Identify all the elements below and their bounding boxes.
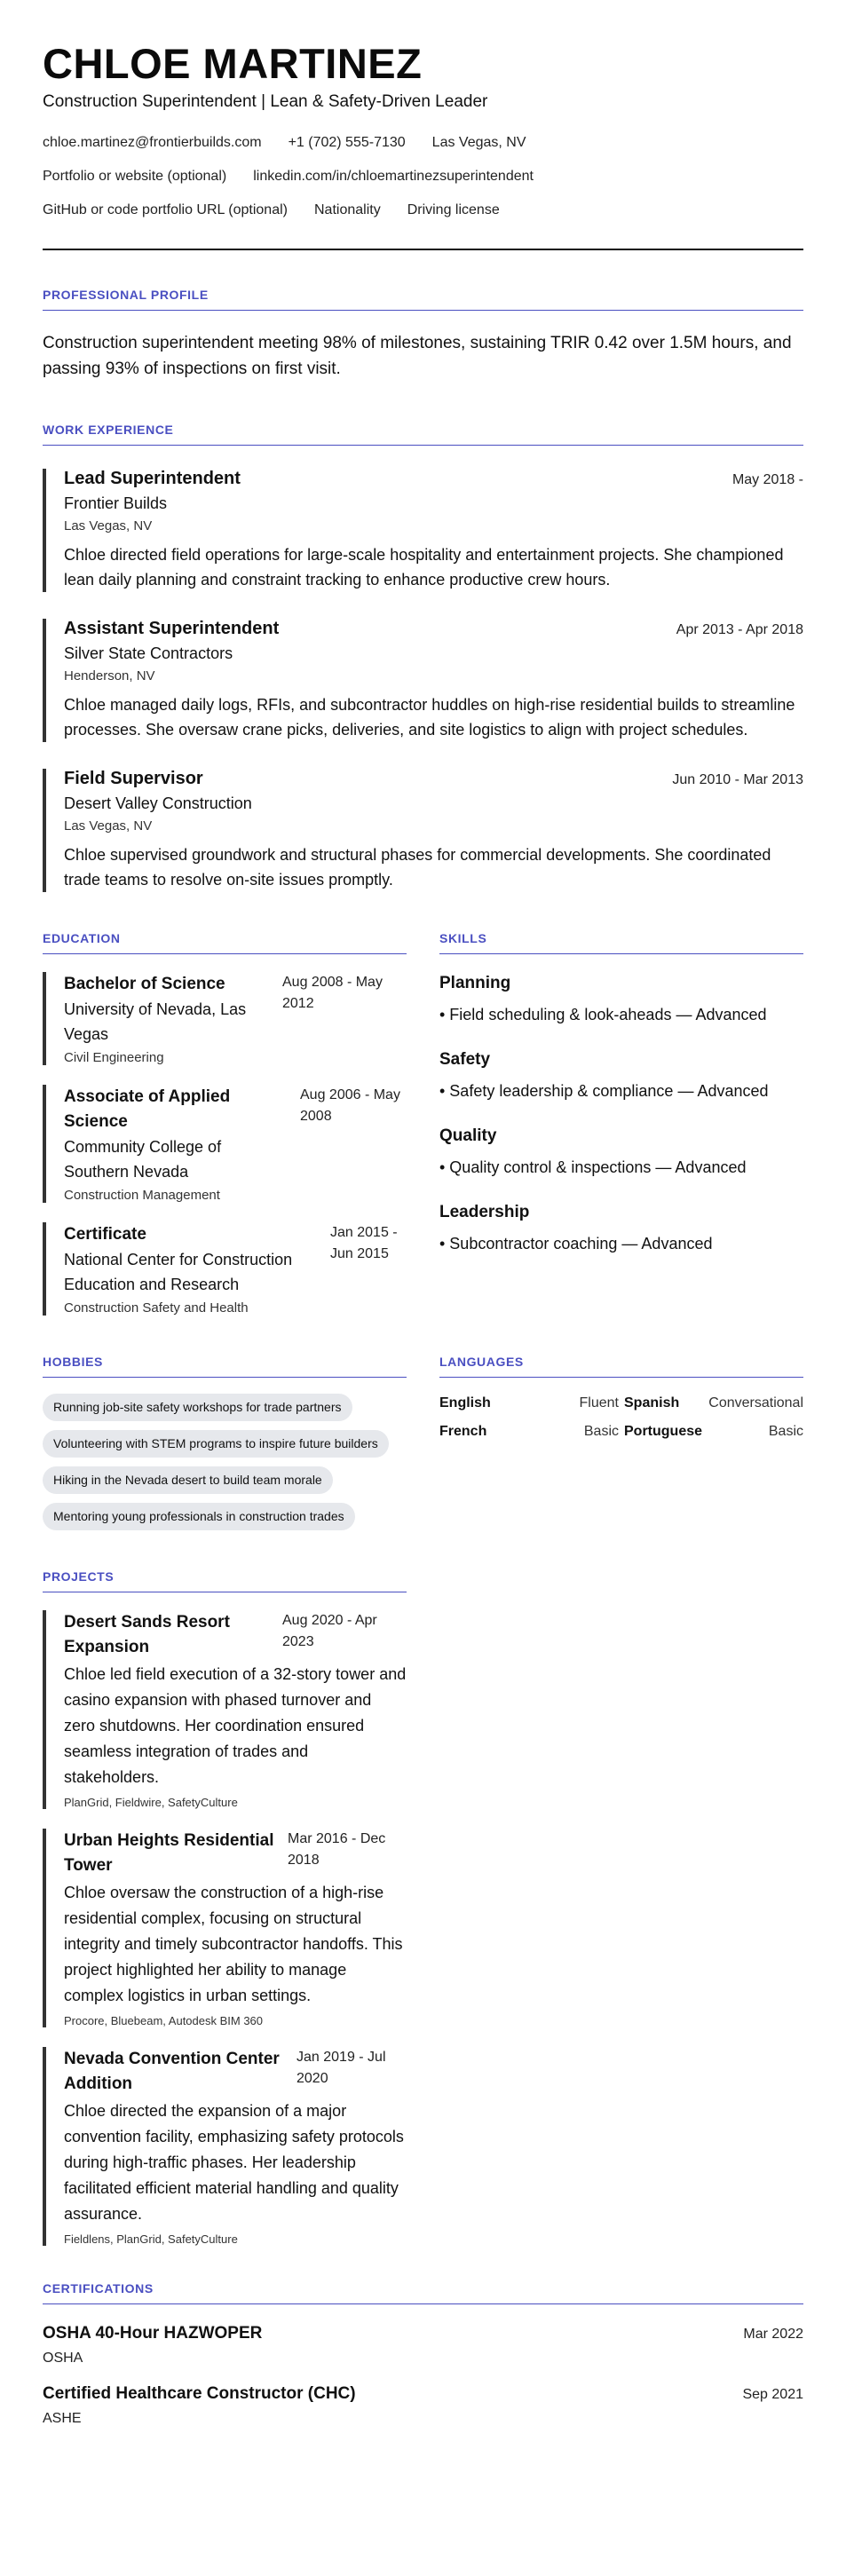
certifications-heading: CERTIFICATIONS: [43, 2281, 803, 2304]
projects-heading: PROJECTS: [43, 1569, 407, 1592]
driving-license: Driving license: [407, 202, 500, 217]
project-date: Aug 2020 - Apr 2023: [282, 1613, 377, 1649]
projects-section: [43, 1569, 407, 2246]
job-entry: [43, 619, 803, 742]
contact-row-1: [43, 135, 803, 151]
candidate-headline: Construction Superintendent | Lean & Safety-Driven Leader: [43, 92, 488, 111]
education-date: Aug 2006 - May 2008: [300, 1087, 400, 1124]
certifications-section: [43, 2281, 803, 2427]
skill-category: Safety: [439, 1050, 491, 1069]
project-date: Mar 2016 - Dec 2018: [288, 1831, 386, 1868]
job-description: Chloe directed field operations for large-scale hospitality and entertainment projects. She championed lean daily planning and constraint tracking to enhance productive crew hours.: [64, 546, 784, 589]
skill-category: Quality: [439, 1126, 497, 1145]
profile-section: [43, 288, 803, 382]
project-title: Urban Heights Residential Tower: [64, 1831, 274, 1875]
hobby-tag: Mentoring young professionals in construction trades: [43, 1503, 355, 1530]
language-entry: [624, 1424, 803, 1440]
skill-group: [439, 974, 803, 1027]
skill-item: • Field scheduling & look-aheads — Advanced: [439, 1006, 767, 1023]
location: Las Vegas, NV: [431, 135, 526, 150]
job-entry: [43, 769, 803, 892]
skill-group: [439, 1050, 803, 1103]
degree: Certificate: [64, 1225, 146, 1244]
education-skills-row: [43, 931, 803, 1316]
skill-category: Planning: [439, 974, 511, 992]
skill-category: Leadership: [439, 1203, 530, 1221]
language-level: Conversational: [708, 1395, 803, 1410]
language-entry: [439, 1395, 619, 1411]
project-entry: [43, 2047, 407, 2246]
candidate-name: CHLOE MARTINEZ: [43, 40, 423, 87]
certification-issuer: ASHE: [43, 2411, 82, 2426]
job-date: Jun 2010 - Mar 2013: [672, 772, 803, 787]
languages-section: [439, 1355, 803, 1530]
job-location: Henderson, NV: [64, 668, 155, 684]
portfolio-link[interactable]: Portfolio or website (optional): [43, 169, 227, 184]
school: National Center for Construction Education and Research: [64, 1251, 293, 1293]
phone-number[interactable]: +1 (702) 555-7130: [288, 135, 406, 150]
job-company: Silver State Contractors: [64, 644, 233, 662]
job-date: May 2018 -: [731, 472, 803, 487]
profile-heading: PROFESSIONAL PROFILE: [43, 288, 803, 311]
linkedin-link[interactable]: linkedin.com/in/chloemartinezsuperintendent: [253, 169, 534, 184]
project-tools: PlanGrid, Fieldwire, SafetyCulture: [64, 1796, 238, 1809]
job-entry: [43, 469, 803, 592]
field-of-study: Construction Management: [64, 1188, 220, 1203]
hobby-tag: Hiking in the Nevada desert to build team morale: [43, 1466, 333, 1494]
project-description: Chloe led field execution of a 32-story tower and casino expansion with phased turnover and zero shutdowns. Her coordination ensured seamless integration of trades and stakeholders.: [64, 1665, 407, 1786]
languages-heading: LANGUAGES: [439, 1355, 803, 1378]
skill-group: [439, 1126, 803, 1180]
job-company: Desert Valley Construction: [64, 794, 252, 812]
job-location: Las Vegas, NV: [64, 518, 153, 533]
certification-date: Mar 2022: [743, 2327, 803, 2342]
language-name: French: [439, 1424, 487, 1439]
header-divider: [43, 249, 803, 250]
certification-entry: [43, 2324, 803, 2367]
skill-item: • Safety leadership & compliance — Advanced: [439, 1082, 769, 1100]
hobby-tag: Running job-site safety workshops for trade partners: [43, 1394, 352, 1421]
education-section: [43, 931, 407, 1316]
job-title: Assistant Superintendent: [64, 619, 280, 638]
language-level: Basic: [768, 1424, 803, 1439]
job-description: Chloe supervised groundwork and structural phases for commercial developments. She coordinated trade teams to resolve on-site issues promptly.: [64, 846, 771, 889]
certification-date: Sep 2021: [742, 2387, 803, 2402]
language-entry: [624, 1395, 803, 1411]
hobbies-heading: HOBBIES: [43, 1355, 407, 1378]
project-description: Chloe oversaw the construction of a high-rise residential complex, focusing on structural integrity and timely subcontractor handoffs. This project highlighted her ability to manage complex logistics in urban settings.: [64, 1884, 403, 2004]
job-title: Field Supervisor: [64, 769, 203, 788]
email-link[interactable]: chloe.martinez@frontierbuilds.com: [43, 135, 262, 150]
hobbies-section: [43, 1355, 407, 1530]
hobby-tag: Volunteering with STEM programs to inspire future builders: [43, 1430, 389, 1458]
nationality: Nationality: [313, 202, 381, 217]
work-section: [43, 423, 803, 892]
skill-group: [439, 1203, 803, 1256]
job-company: Frontier Builds: [64, 494, 168, 512]
job-date: Apr 2013 - Apr 2018: [676, 622, 803, 637]
skill-item: • Subcontractor coaching — Advanced: [439, 1235, 713, 1252]
school: Community College of Southern Nevada: [64, 1138, 222, 1181]
profile-text: Construction superintendent meeting 98% of milestones, sustaining TRIR 0.42 over 1.5M hours, and passing 93% of inspections on first visit.: [43, 334, 792, 378]
skill-item: • Quality control & inspections — Advanced: [439, 1158, 747, 1176]
resume-header: [43, 41, 803, 250]
language-name: Portuguese: [624, 1424, 703, 1439]
project-tools: Fieldlens, PlanGrid, SafetyCulture: [64, 2232, 238, 2246]
project-entry: [43, 1610, 407, 1809]
school: University of Nevada, Las Vegas: [64, 1000, 247, 1043]
project-description: Chloe directed the expansion of a major convention facility, emphasizing safety protocols during high-traffic phases. Her leadership facilitated efficient material handling and quality assurance.: [64, 2102, 404, 2223]
language-name: English: [439, 1395, 491, 1410]
job-title: Lead Superintendent: [64, 469, 241, 488]
job-location: Las Vegas, NV: [64, 818, 153, 834]
skills-heading: SKILLS: [439, 931, 803, 954]
project-title: Desert Sands Resort Expansion: [64, 1613, 230, 1656]
contact-row-3: [43, 202, 803, 218]
education-heading: EDUCATION: [43, 931, 407, 954]
hobbies-languages-row: [43, 1355, 803, 1530]
project-tools: Procore, Bluebeam, Autodesk BIM 360: [64, 2014, 264, 2027]
language-level: Basic: [583, 1424, 619, 1439]
skills-section: [439, 931, 803, 1316]
education-entry: [43, 972, 407, 1065]
education-date: Aug 2008 - May 2012: [282, 975, 383, 1011]
certification-issuer: OSHA: [43, 2351, 83, 2366]
certification-entry: [43, 2384, 803, 2427]
education-entry: [43, 1222, 407, 1316]
language-level: Fluent: [579, 1395, 619, 1410]
certification-name: Certified Healthcare Constructor (CHC): [43, 2384, 356, 2403]
job-description: Chloe managed daily logs, RFIs, and subcontractor huddles on high-rise residential builds to streamline processes. She oversaw crane picks, deliveries, and site logistics to align with project schedules.: [64, 696, 795, 739]
work-heading: WORK EXPERIENCE: [43, 423, 803, 446]
project-entry: [43, 1829, 407, 2027]
field-of-study: Construction Safety and Health: [64, 1300, 249, 1316]
project-date: Jan 2019 - Jul 2020: [296, 2050, 386, 2086]
github-link[interactable]: GitHub or code portfolio URL (optional): [43, 202, 288, 217]
contact-row-2: [43, 169, 803, 185]
field-of-study: Civil Engineering: [64, 1050, 164, 1065]
degree: Bachelor of Science: [64, 975, 225, 993]
certification-name: OSHA 40-Hour HAZWOPER: [43, 2324, 263, 2343]
degree: Associate of Applied Science: [64, 1087, 231, 1131]
language-entry: [439, 1424, 619, 1440]
education-entry: [43, 1085, 407, 1203]
project-title: Nevada Convention Center Addition: [64, 2050, 280, 2093]
education-date: Jan 2015 - Jun 2015: [330, 1225, 398, 1261]
language-name: Spanish: [624, 1395, 680, 1410]
